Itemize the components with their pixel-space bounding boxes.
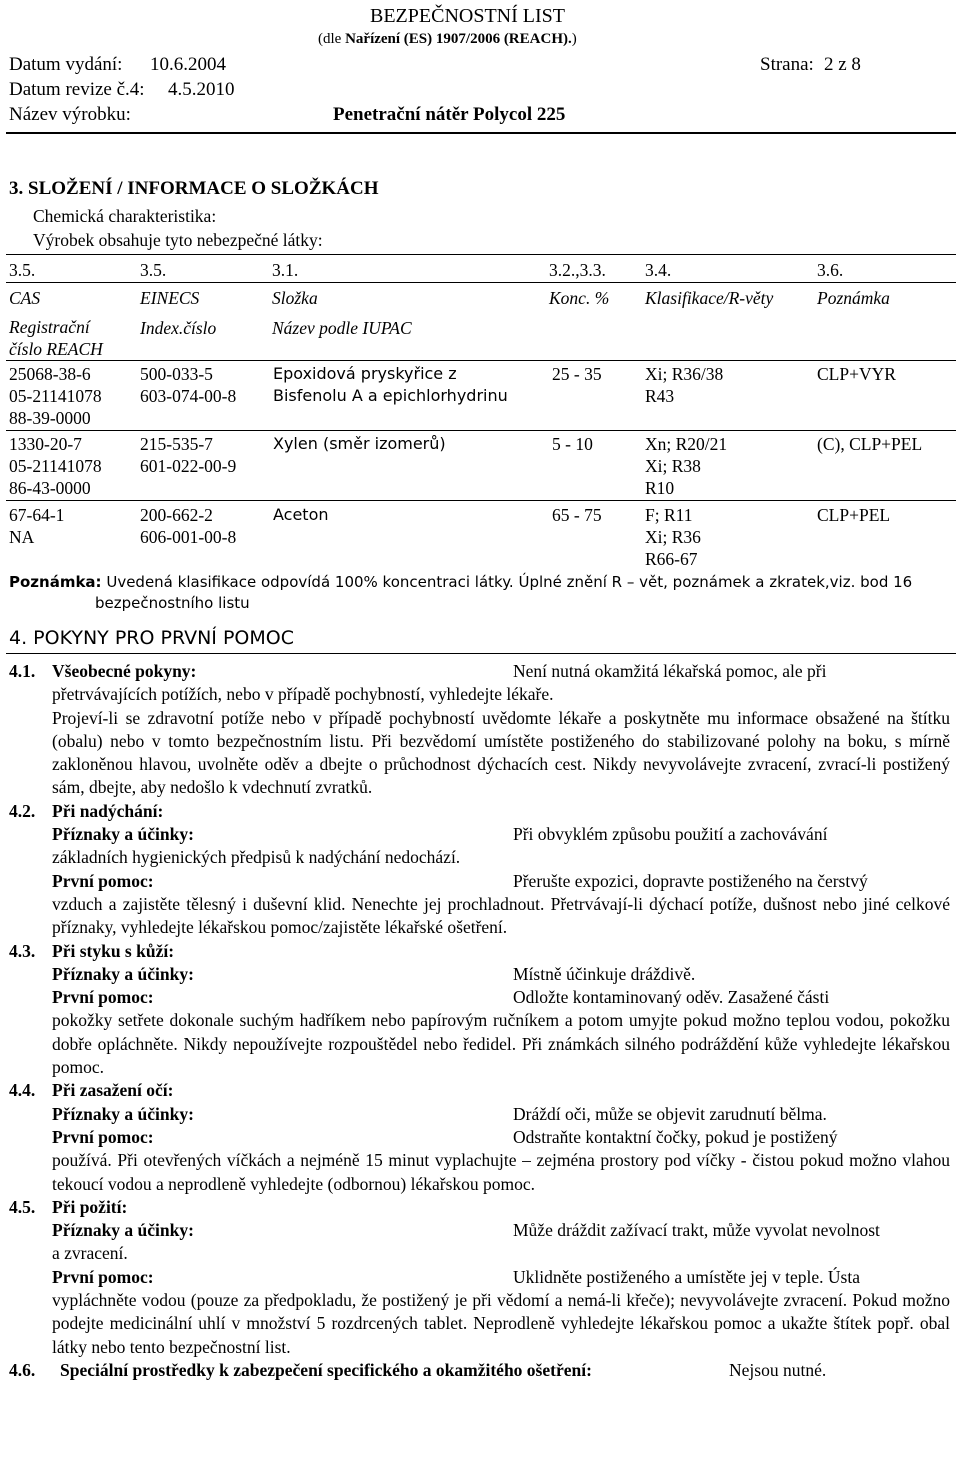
- table-note: [9, 572, 912, 614]
- table-header-rule: [6, 282, 956, 283]
- s44-number: 4.4.: [9, 1080, 36, 1101]
- s45-aid-cont: vypláchněte vodou (pouze za předpokladu, že postižený je při vědomí a nemá-li křeče); nevyvolávejte zvracení. Pokud možno podejte medicinální uhlí v množství 5 rozdrcených tablet. Neprodleně vyhledejte lékařskou pomoc a ukažte štítek popř. obal látky nebo tento bezpečnostní list.: [52, 1290, 950, 1357]
- cell-conc: 65 - 75: [552, 505, 602, 525]
- revision-label: Datum revize č.4:: [9, 79, 145, 100]
- s41-label: Všeobecné pokyny:: [52, 661, 197, 681]
- page-number: 2 z 8: [824, 54, 861, 75]
- header-einecs: EINECS: [140, 288, 200, 308]
- s43-label: Při styku s kůží:: [52, 940, 175, 961]
- table-subheader-rule: [6, 360, 956, 361]
- col-num-einecs: 3.5.: [140, 260, 167, 280]
- s43-aid: [9, 986, 950, 1009]
- s42-aid-right: Přerušte expozici, dopravte postiženého na čerstvý: [513, 870, 868, 891]
- note-text-cont: bezpečnostního listu: [95, 594, 250, 612]
- cell-cas: 67-64-1 NA: [9, 505, 65, 547]
- s42-symptoms-label: Příznaky a účinky:: [52, 824, 194, 845]
- s45-symptoms-cont: a zvracení.: [52, 1243, 128, 1264]
- cell-ec: 200-662-2 606-001-00-8: [140, 505, 237, 547]
- s44-heading: [9, 1079, 950, 1102]
- header-cas: CAS: [9, 288, 41, 308]
- s41-heading: [9, 660, 950, 683]
- cell-note: (C), CLP+PEL: [817, 434, 923, 454]
- s45-aid-label: První pomoc:: [52, 1266, 154, 1287]
- header-klasifikace: Klasifikace/R-věty: [645, 288, 774, 308]
- cell-class: F; R11 Xi; R36 R66-67: [645, 505, 701, 569]
- col-num-poznamka: 3.6.: [817, 260, 844, 280]
- note-label: Poznámka:: [9, 573, 102, 591]
- s42-heading: [9, 800, 950, 823]
- s43-symptoms-right: Místně účinkuje dráždivě.: [513, 963, 696, 984]
- issue-date: 10.6.2004: [150, 54, 226, 75]
- regulation-prefix: (dle: [318, 31, 346, 47]
- s41-text2: Projeví-li se zdravotní potíže nebo v případě pochybností uvědomte lékaře a poskytněte mu informace obsažené na štítku (obalu) nebo v tomto bezpečnostním listu. Při bezvědomí umístěte postiženého do stabilizované polohy na boku, s mírně zakloněnou hlavou, uvolněte oděv a dbejte o průchodnost dýchacích cest. Nikdy nevyvolávejte zvracení, zvrací-li postižený sám, dbejte, aby nedošlo k vdechnutí zvratků.: [52, 707, 950, 798]
- cell-name: Xylen (směr izomerů): [273, 434, 446, 453]
- section4-title: 4. POKYNY PRO PRVNÍ POMOC: [9, 627, 294, 649]
- section3-title: 3. SLOŽENÍ / INFORMACE O SLOŽKÁCH: [9, 178, 379, 199]
- s46-label: Speciální prostředky k zabezpečení specifického a okamžitého ošetření:: [60, 1359, 592, 1380]
- section4-body: [9, 660, 950, 1382]
- s44-symptoms: [9, 1103, 950, 1126]
- col-num-slozka: 3.1.: [272, 260, 299, 280]
- product-label: Název výrobku:: [9, 104, 131, 125]
- document-title: BEZPEČNOSTNÍ LIST: [370, 5, 565, 27]
- s43-aid-label: První pomoc:: [52, 987, 154, 1008]
- s44-aid-right: Odstraňte kontaktní čočky, pokud je postižený: [513, 1126, 838, 1147]
- revision-date: 4.5.2010: [168, 79, 235, 100]
- header-slozka: Složka: [272, 288, 318, 308]
- s42-aid-cont: vzduch a zajistěte tělesný i duševní klid. Nenechte jej prochladnout. Přetrvávají-li dýchací potíže, dušnost nebo jiné celkové příznaky, vyhledejte lékařskou pomoc/zajistěte lékařské ošetření.: [52, 893, 950, 938]
- regulation-name: Nařízení (ES) 1907/2006 (REACH).: [345, 31, 572, 47]
- s43-aid-cont: pokožky setřete dokonale suchým hadříkem nebo papírovým ručníkem a potom umyjte pokud možno teplou vodou, pokožku dobře opláchněte. Nikdy nepoužívejte rozpouštědel nebo ředidel. Při známkách silného podráždění kůže vyhledejte lékařskou pomoc.: [52, 1010, 950, 1078]
- note-text: Uvedená klasifikace odpovídá 100% koncentraci látky. Úplné znění R – vět, poznámek a zkratek,viz. bod 16: [106, 573, 913, 591]
- cell-ec: 215-535-7 601-022-00-9: [140, 434, 237, 476]
- issue-date-label: Datum vydání:: [9, 54, 123, 75]
- s41-right: Není nutná okamžitá lékařská pomoc, ale při: [513, 661, 827, 681]
- s42-symptoms: [9, 823, 950, 846]
- s44-symptoms-right: Dráždí oči, může se objevit zarudnutí bělma.: [513, 1103, 827, 1124]
- cell-ec: 500-033-5 603-074-00-8: [140, 364, 237, 406]
- s42-label: Při nadýchání:: [52, 800, 164, 821]
- s45-heading: [9, 1196, 950, 1219]
- header-divider: [6, 132, 956, 134]
- s42-number: 4.2.: [9, 800, 36, 821]
- s42-aid: [9, 870, 950, 893]
- regulation-suffix: ): [571, 31, 577, 47]
- s42-symptoms-cont: základních hygienických předpisů k nadýchání nedochází.: [52, 847, 461, 868]
- s43-number: 4.3.: [9, 940, 36, 961]
- section3-chem-char: Chemická charakteristika:: [33, 206, 217, 226]
- s43-aid-right: Odložte kontaminovaný oděv. Zasažené části: [513, 987, 830, 1008]
- s45-aid-right: Uklidněte postiženého a umístěte jej v teple. Ústa: [513, 1266, 860, 1287]
- s42-aid-label: První pomoc:: [52, 870, 154, 891]
- s44-symptoms-label: Příznaky a účinky:: [52, 1103, 194, 1124]
- s44-aid-cont: používá. Při otevřených víčkách a nejméně 15 minut vyplachujte – zejména prostory pod víčky - čistou pokud možno vlahou tekoucí vodou a neprodleně vyhledejte (odbornou) lékařskou pomoc.: [52, 1150, 950, 1194]
- cell-name: Aceton: [273, 505, 329, 524]
- col-num-cas: 3.5.: [9, 260, 36, 280]
- row-divider: [6, 430, 956, 431]
- cell-name: Epoxidová pryskyřice z Bisfenolu A a epichlorhydrinu: [273, 364, 508, 405]
- s45-label: Při požití:: [52, 1196, 128, 1217]
- cell-cas: 1330-20-7 05-21141078 86-43-0000: [9, 434, 102, 498]
- cell-cas: 25068-38-6 05-21141078 88-39-0000: [9, 364, 102, 428]
- cell-class: Xn; R20/21 Xi; R38 R10: [645, 434, 728, 498]
- s43-symptoms-label: Příznaky a účinky:: [52, 963, 194, 984]
- s41-number: 4.1.: [9, 661, 36, 681]
- table-top-rule: [6, 254, 956, 255]
- header-konc: Konc. %: [549, 288, 610, 308]
- row-divider: [6, 500, 956, 501]
- s46-number: 4.6.: [9, 1359, 36, 1380]
- cell-conc: 25 - 35: [552, 364, 602, 384]
- product-name: Penetrační nátěr Polycol 225: [333, 104, 566, 125]
- s46-value: Nejsou nutné.: [729, 1359, 827, 1380]
- s41-text: přetrvávajících potížích, nebo v případě pochybností, vyhledejte lékaře.: [52, 684, 554, 705]
- s45-symptoms: [9, 1219, 950, 1242]
- cell-class: Xi; R36/38 R43: [645, 364, 724, 406]
- col-num-konc: 3.2.,3.3.: [549, 260, 606, 280]
- s44-label: Při zasažení očí:: [52, 1080, 174, 1101]
- s45-aid: [9, 1266, 950, 1289]
- header-poznamka: Poznámka: [817, 288, 890, 308]
- s42-symptoms-right: Při obvyklém způsobu použití a zachovávání: [513, 824, 828, 845]
- s45-symptoms-right: Může dráždit zažívací trakt, může vyvolat nevolnost: [513, 1220, 880, 1241]
- header-iupac: Název podle IUPAC: [272, 318, 412, 338]
- regulation-line: [318, 31, 577, 48]
- s44-aid: [9, 1126, 950, 1149]
- s44-aid-label: První pomoc:: [52, 1126, 154, 1147]
- section4-rule: [6, 653, 956, 654]
- page-label: Strana:: [760, 54, 814, 75]
- section3-hazardous-intro: Výrobek obsahuje tyto nebezpečné látky:: [33, 230, 323, 250]
- s45-symptoms-label: Příznaky a účinky:: [52, 1220, 194, 1241]
- s43-heading: [9, 940, 950, 963]
- cell-conc: 5 - 10: [552, 434, 593, 454]
- s43-symptoms: [9, 963, 950, 986]
- cell-note: CLP+PEL: [817, 505, 891, 525]
- s45-number: 4.5.: [9, 1196, 36, 1217]
- cell-note: CLP+VYR: [817, 364, 896, 384]
- header-registracni: Registrační číslo REACH: [9, 317, 103, 359]
- s46-heading: [9, 1359, 950, 1382]
- header-index: Index.číslo: [140, 318, 217, 338]
- col-num-klasifikace: 3.4.: [645, 260, 672, 280]
